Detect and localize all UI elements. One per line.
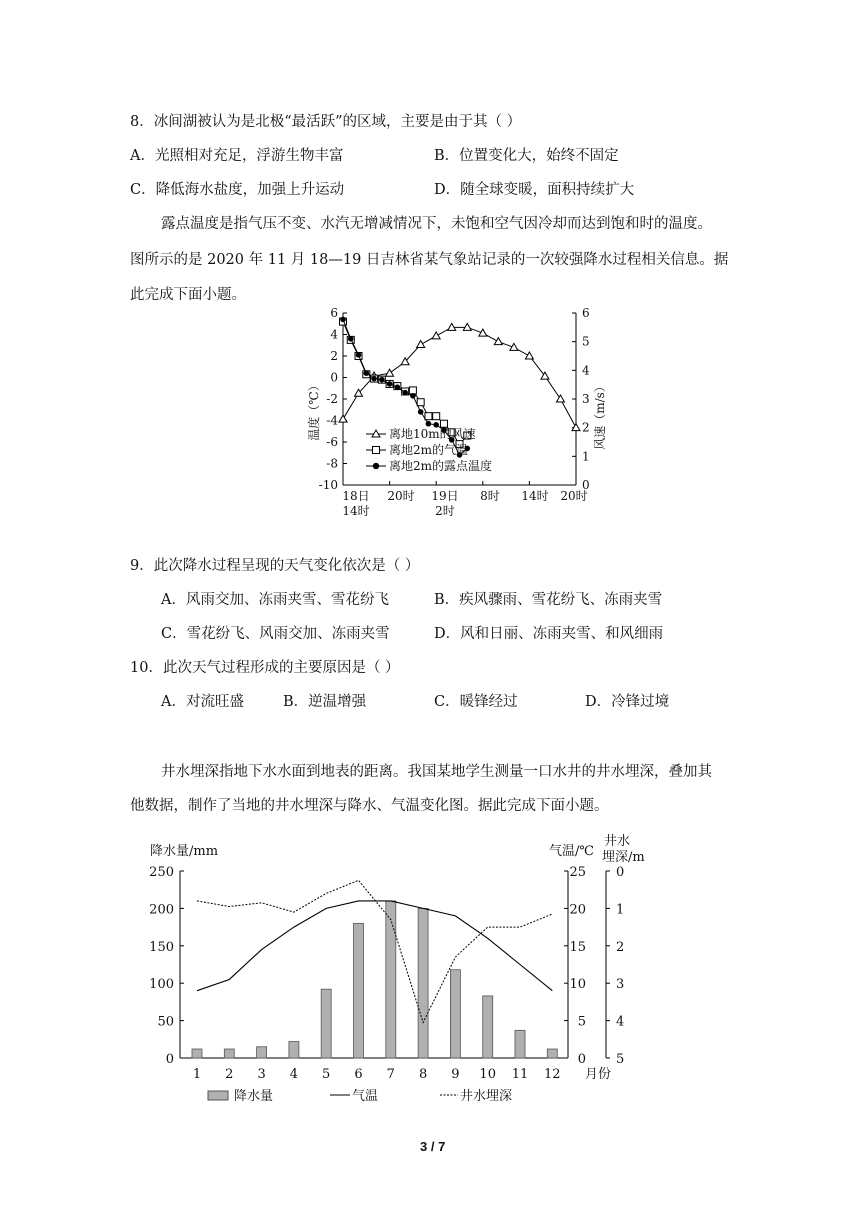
c1-ytick-right-label: 6 <box>582 306 590 320</box>
q9-option-d: D．风和日丽、冻雨夹雪、和风细雨 <box>434 626 664 642</box>
c2-ytick-well-label: 4 <box>616 1014 625 1030</box>
passage1-line3: 此完成下面小题。 <box>130 287 246 303</box>
c1-point-dew-point <box>379 377 385 383</box>
c2-bar-precip <box>289 1042 299 1058</box>
c1-ytick-right-label: 3 <box>582 392 590 406</box>
c1-xtick-8h: 8时 <box>480 489 500 503</box>
c1-ytick-left-label: -8 <box>326 456 338 471</box>
c2-ytick-left-label: 100 <box>149 977 174 993</box>
q10-option-d: D．冷锋过境 <box>585 694 670 710</box>
c1-point-dew-point <box>410 393 416 399</box>
c1-point-air-temp <box>409 387 416 394</box>
c1-ytick-left-label: 4 <box>330 327 338 342</box>
c1-point-wind <box>386 369 394 376</box>
chart1-ylabel-left: 温度（℃） <box>307 379 321 441</box>
c2-xtick-label: 12 <box>544 1067 561 1082</box>
c2-ytick-temp-label: 5 <box>577 1014 586 1030</box>
legend-dew-point: 离地2m的露点温度 <box>389 459 493 473</box>
c2-line-well <box>197 880 552 1022</box>
c1-ytick-right-label: 5 <box>582 334 590 349</box>
c2-bar-precip <box>450 970 460 1058</box>
c2-legend-well: 井水埋深 <box>460 1089 513 1104</box>
c1-point-dew-point <box>395 384 401 390</box>
c2-xtick-label: 4 <box>289 1067 299 1082</box>
legend-circle-icon <box>373 463 379 469</box>
c2-label-well-b: 埋深/m <box>602 850 645 865</box>
c1-point-dew-point <box>371 376 377 382</box>
chart1-legend <box>366 426 492 473</box>
q9-option-b: B．疾风骤雨、雪花纷飞、冻雨夹雪 <box>434 592 663 608</box>
c1-ytick-left-label: -4 <box>326 413 338 428</box>
c1-ytick-left-label: 6 <box>330 306 338 320</box>
c1-point-dew-point <box>348 336 354 342</box>
c2-bar-precip <box>321 989 331 1058</box>
c2-bar-precip <box>483 996 493 1058</box>
q9-stem: 9．此次降水过程呈现的天气变化依次是（ ） <box>130 558 420 574</box>
c2-xtick-label: 11 <box>511 1067 529 1082</box>
c2-bar-precip <box>224 1049 234 1058</box>
c2-ytick-well-label: 3 <box>616 977 625 993</box>
c1-point-wind <box>432 332 440 339</box>
c1-line-square <box>343 322 467 445</box>
q9-option-c: C．雪花纷飞、风雨交加、冻雨夹雪 <box>161 626 390 642</box>
c2-ytick-left-label: 250 <box>149 865 174 880</box>
c1-point-wind <box>510 343 518 350</box>
q8-option-a: A．光照相对充足，浮游生物丰富 <box>130 148 344 164</box>
c1-point-wind <box>417 341 425 348</box>
c2-ytick-well-label: 5 <box>616 1052 625 1067</box>
c2-ytick-well-label: 1 <box>616 902 625 918</box>
c1-ytick-right-label: 1 <box>582 449 590 464</box>
q10-stem: 10．此次天气过程形成的主要原因是（ ） <box>130 660 400 676</box>
c1-ytick-left-label: 0 <box>330 370 338 385</box>
c2-xtick-label: 9 <box>451 1067 460 1082</box>
c2-xtick-label: 1 <box>192 1067 202 1082</box>
c1-point-wind <box>339 415 347 422</box>
c1-point-air-temp <box>433 413 440 420</box>
passage1-line2: 图所示的是 2020 年 11 月 18—19 日吉林省某气象站记录的一次较强降水过程相关信息。据 <box>130 252 729 268</box>
q10-option-a: A．对流旺盛 <box>161 694 244 710</box>
c1-xtick-14h-b: 14时 <box>521 489 549 503</box>
c1-ytick-right-label: 4 <box>582 363 590 378</box>
c2-xtick-label: 8 <box>418 1067 428 1082</box>
c2-xtick-label: 5 <box>322 1067 331 1082</box>
q8-option-b: B．位置变化大，始终不固定 <box>434 148 619 164</box>
c2-label-precip: 降水量/mm <box>150 844 219 859</box>
page-number: 3 / 7 <box>420 1139 446 1154</box>
c1-ytick-right-label: 2 <box>582 420 590 435</box>
q8-option-c: C．降低海水盐度，加强上升运动 <box>130 182 345 198</box>
q9-option-a: A．风雨交加、冻雨夹雪、雪花纷飞 <box>161 592 389 608</box>
c2-ytick-well-label: 2 <box>616 939 625 955</box>
c2-label-temp: 气温/℃ <box>549 844 594 859</box>
chart1-ylabel-right: 风速（m/s） <box>593 380 607 450</box>
c2-line-temp <box>197 901 552 991</box>
c2-legend-precip: 降水量 <box>234 1089 274 1104</box>
c1-ytick-left-label: -6 <box>326 435 338 449</box>
c2-ytick-left-label: 0 <box>165 1052 174 1067</box>
legend-square-icon <box>373 447 380 454</box>
c1-point-dew-point <box>364 370 370 376</box>
c1-ytick-right-label: 0 <box>582 478 590 492</box>
q8-stem: 8．冰间湖被认为是北极“最活跃”的区域，主要是由于其（ ） <box>130 114 522 130</box>
c1-point-dew-point <box>387 381 393 387</box>
c2-ytick-temp-label: 0 <box>577 1052 586 1067</box>
c2-ytick-well-label: 0 <box>616 865 625 880</box>
chart2-legend <box>208 1088 512 1104</box>
c2-xtick-label: 7 <box>386 1067 395 1082</box>
c2-bar-precip <box>418 908 428 1058</box>
c2-xtick-label: 3 <box>257 1067 266 1082</box>
c2-ytick-temp-label: 25 <box>569 865 586 880</box>
c2-bar-precip <box>257 1047 267 1058</box>
c1-point-wind <box>556 395 564 402</box>
c1-point-dew-point <box>356 352 362 358</box>
c2-xtick-label: 2 <box>225 1067 234 1082</box>
c2-xtick-label: 6 <box>354 1067 363 1082</box>
c2-xtick-label: 10 <box>479 1067 496 1082</box>
legend-air-temp: 离地2m的气温 <box>389 443 469 457</box>
passage2-line2: 他数据，制作了当地的井水埋深与降水、气温变化图。据此完成下面小题。 <box>130 798 609 814</box>
c2-bar-precip <box>547 1049 557 1058</box>
c1-point-wind <box>494 338 502 345</box>
c2-ytick-temp-label: 15 <box>569 939 586 955</box>
c1-point-dew-point <box>418 409 424 415</box>
c1-point-wind <box>525 352 533 359</box>
c2-ytick-left-label: 200 <box>149 902 174 918</box>
c1-point-dew-point <box>426 421 432 427</box>
c1-point-wind <box>479 329 487 336</box>
c1-point-air-temp <box>425 413 432 420</box>
well-chart <box>140 825 680 1115</box>
c1-point-dew-point <box>340 317 346 323</box>
c1-xtick-19: 19日 <box>431 489 459 503</box>
c1-point-air-temp <box>417 399 424 406</box>
c2-bar-precip <box>354 923 364 1058</box>
c2-ytick-temp-label: 10 <box>569 977 586 993</box>
c2-ytick-temp-label: 20 <box>569 902 586 918</box>
c2-bar-precip <box>192 1049 202 1058</box>
legend-bar-icon <box>208 1091 228 1100</box>
c2-ytick-left-label: 50 <box>157 1014 174 1030</box>
c2-bar-precip <box>515 1030 525 1058</box>
c1-ytick-left-label: 2 <box>330 349 338 363</box>
c1-ytick-left-label: -2 <box>326 392 338 406</box>
c1-xtick-14h: 14时 <box>342 504 370 518</box>
c1-xtick-2h: 2时 <box>435 504 455 518</box>
legend-wind: 离地10m的风速 <box>389 427 476 441</box>
c1-xtick-20h: 20时 <box>387 489 415 503</box>
c1-point-dew-point <box>402 390 408 396</box>
c1-ytick-left-label: -10 <box>318 478 338 492</box>
c2-bar-precip <box>386 901 396 1058</box>
c2-label-well-a: 井水 <box>604 834 631 849</box>
c2-legend-temp: 气温 <box>352 1089 379 1104</box>
q10-option-b: B．逆温增强 <box>283 694 367 710</box>
weather-chart <box>300 300 620 530</box>
c1-xtick-18: 18日 <box>342 489 370 503</box>
passage2-line1: 井水埋深指地下水水面到地表的距离。我国某地学生测量一口水井的井水埋深，叠加其 <box>161 764 712 780</box>
q10-option-c: C．暖锋经过 <box>434 694 518 710</box>
q8-option-d: D．随全球变暖，面积持续扩大 <box>434 182 635 198</box>
passage1-line1: 露点温度是指气压不变、水汽无增减情况下，未饱和空气因冷却而达到饱和时的温度。 <box>161 216 712 232</box>
c2-ytick-left-label: 150 <box>149 939 174 955</box>
c2-month-suffix: 月份 <box>585 1067 612 1082</box>
c1-xtick-20h-b: 20时 <box>560 489 588 503</box>
